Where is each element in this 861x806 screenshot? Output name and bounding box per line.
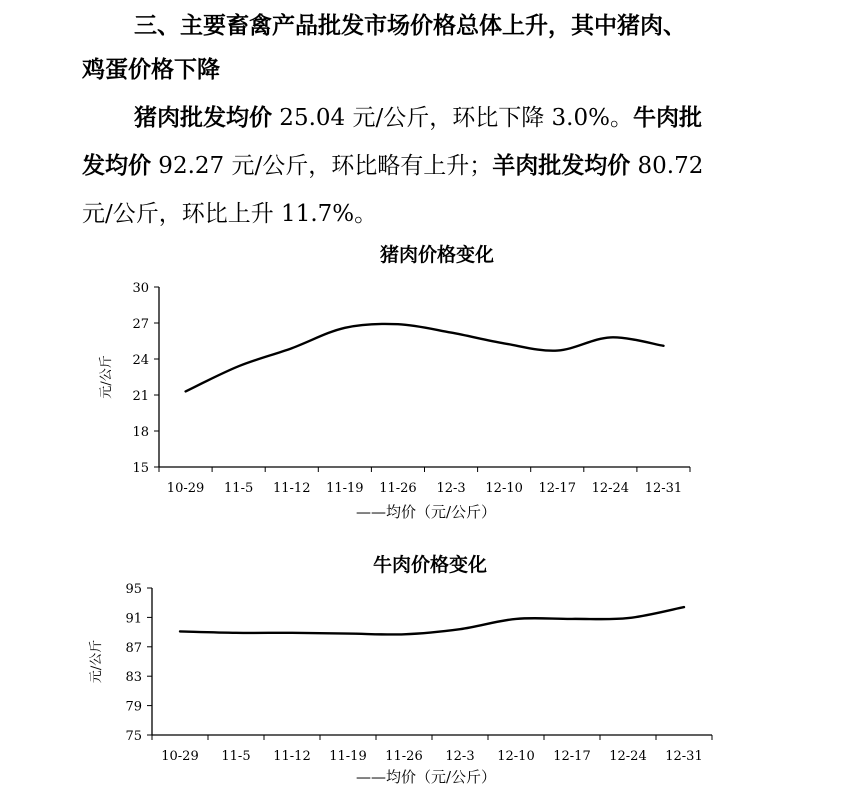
paragraph-line-2 — [82, 142, 782, 190]
x-tick-label: 11-19 — [329, 749, 367, 764]
y-tick-label: 24 — [132, 353, 149, 368]
chart-title: 猪肉价格变化 — [379, 244, 495, 266]
x-tick-label: 12-24 — [591, 481, 630, 496]
legend-label: ——均价（元/公斤） — [355, 503, 497, 521]
series-line — [186, 324, 664, 392]
y-tick-label: 95 — [125, 582, 142, 597]
x-tick-label: 12-24 — [609, 749, 647, 764]
x-tick-label: 10-29 — [161, 749, 199, 764]
x-tick-label: 10-29 — [166, 481, 205, 496]
x-tick-label: 12-31 — [644, 481, 683, 496]
x-tick-label: 11-12 — [273, 749, 311, 764]
beef-label-a: 牛肉批 — [632, 105, 702, 131]
beef-label-b: 发均价 — [82, 153, 151, 179]
y-tick-label: 21 — [132, 389, 149, 404]
beef-price-chart — [0, 546, 861, 801]
x-tick-label: 12-10 — [485, 481, 523, 496]
x-tick-label: 11-26 — [385, 749, 423, 764]
y-tick-label: 15 — [132, 461, 149, 476]
series-line — [180, 607, 684, 634]
mutton-price-text-a: 80.72 — [630, 153, 704, 179]
paragraph-line-3 — [82, 190, 782, 238]
y-tick-label: 83 — [125, 670, 142, 686]
x-tick-label: 12-3 — [445, 749, 475, 764]
pork-price-text: 25.04 元/公斤，环比下降 3.0%。 — [272, 105, 633, 131]
y-tick-label: 27 — [132, 317, 149, 332]
x-tick-label: 12-3 — [436, 481, 466, 496]
mutton-label: 羊肉批发均价 — [492, 153, 631, 179]
x-tick-label: 11-5 — [224, 481, 254, 496]
chart-title: 牛肉价格变化 — [372, 554, 488, 576]
y-tick-label: 87 — [125, 640, 142, 656]
legend-label: ——均价（元/公斤） — [355, 768, 497, 786]
y-tick-label: 18 — [132, 425, 149, 440]
y-tick-label: 79 — [125, 699, 142, 715]
x-tick-label: 11-26 — [379, 481, 417, 496]
x-tick-label: 11-19 — [326, 481, 364, 496]
x-tick-label: 12-31 — [665, 749, 703, 764]
heading-line-2: 鸡蛋价格下降 — [82, 57, 220, 83]
y-tick-label: 30 — [132, 281, 149, 296]
x-tick-label: 12-10 — [497, 749, 535, 764]
y-axis-label: 元/公斤 — [99, 355, 114, 399]
pork-price-chart — [0, 236, 861, 526]
mutton-price-text-b: 元/公斤，环比上升 11.7%。 — [82, 201, 378, 227]
section-heading — [82, 4, 782, 92]
y-axis-label: 元/公斤 — [89, 639, 104, 684]
price-paragraph — [82, 94, 782, 238]
beef-price-text: 92.27 元/公斤，环比略有上升； — [151, 153, 493, 179]
x-tick-label: 12-17 — [553, 749, 591, 764]
x-tick-label: 11-5 — [221, 749, 251, 764]
pork-label: 猪肉批发均价 — [134, 105, 272, 131]
y-tick-label: 75 — [125, 729, 142, 744]
x-tick-label: 12-17 — [538, 481, 576, 496]
paragraph-line-1 — [82, 94, 782, 142]
x-tick-label: 11-12 — [273, 481, 311, 496]
y-tick-label: 91 — [125, 611, 142, 627]
heading-line-1: 三、主要畜禽产品批发市场价格总体上升，其中猪肉、 — [134, 13, 686, 39]
